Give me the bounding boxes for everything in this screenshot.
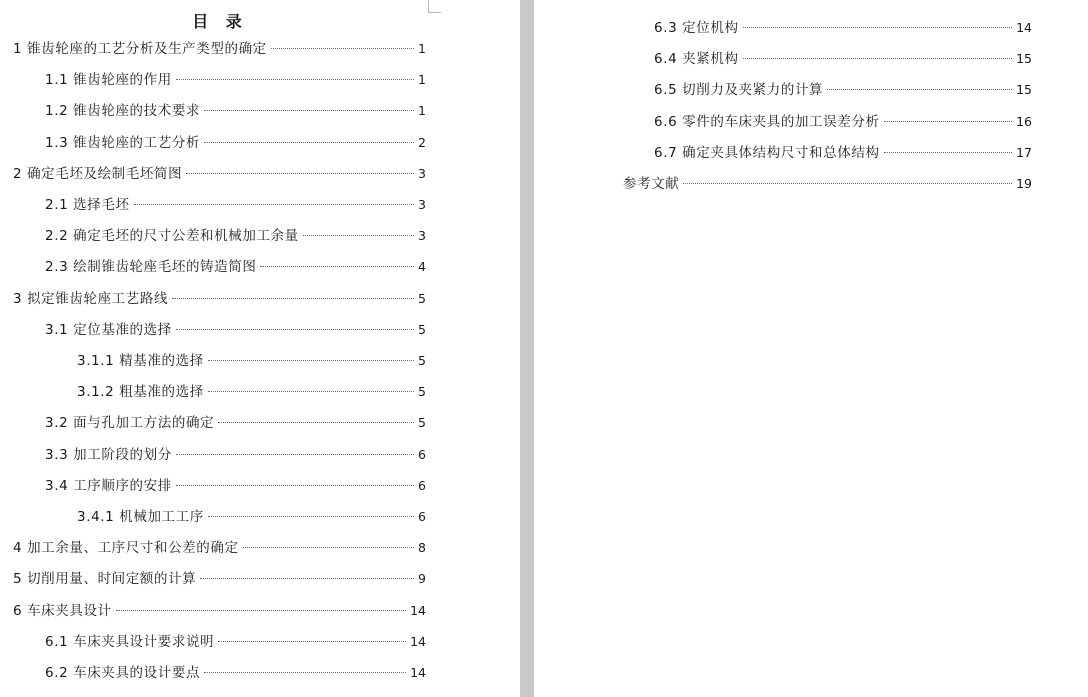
toc-entry[interactable]	[654, 49, 1032, 69]
toc-entry[interactable]	[654, 112, 1032, 132]
dot-leader	[884, 121, 1013, 122]
toc-entry-label: 3.4 工序顺序的安排	[45, 477, 172, 494]
dot-leader	[204, 142, 414, 143]
toc-entry-label: 3.1.2 粗基准的选择	[77, 384, 204, 401]
dot-leader	[116, 610, 406, 611]
toc-entry[interactable]	[45, 476, 426, 496]
dot-leader	[176, 329, 414, 330]
toc-title: 目 录	[192, 12, 248, 31]
toc-entry-page-number: 5	[418, 290, 426, 306]
toc-entry-label: 5 切削用量、时间定额的计算	[13, 571, 197, 588]
dot-leader	[176, 485, 414, 486]
dot-leader	[743, 27, 1013, 28]
toc-entry-label: 3 拟定锥齿轮座工艺路线	[13, 290, 169, 307]
toc-entry[interactable]	[13, 289, 426, 309]
toc-entry-label: 2.2 确定毛坯的尺寸公差和机械加工余量	[45, 228, 299, 245]
toc-entry-label: 6.2 车床夹具的设计要点	[45, 665, 201, 681]
toc-entry-page-number: 14	[410, 602, 426, 618]
toc-entry-page-number: 3	[418, 228, 426, 244]
dot-leader	[218, 422, 414, 423]
toc-entry[interactable]	[654, 18, 1032, 38]
dot-leader	[208, 391, 414, 392]
toc-entry-page-number: 15	[1016, 82, 1032, 98]
dot-leader	[176, 79, 414, 80]
dot-leader	[743, 58, 1013, 59]
toc-entry-page-number: 9	[418, 571, 426, 587]
toc-entry-page-number: 5	[418, 321, 426, 337]
toc-entry[interactable]	[45, 133, 426, 153]
dot-leader	[208, 360, 414, 361]
dot-leader	[884, 152, 1013, 153]
toc-entry[interactable]	[45, 413, 426, 433]
toc-entry-page-number: 15	[1016, 51, 1032, 67]
toc-entry-label: 2 确定毛坯及绘制毛坯简图	[13, 165, 183, 182]
page-gutter	[520, 0, 534, 697]
toc-entry-page-number: 6	[418, 509, 426, 524]
toc-entry-page-number: 5	[418, 384, 426, 400]
toc-entry-page-number: 5	[418, 415, 426, 431]
toc-entry-label: 6.7 确定夹具体结构尺寸和总体结构	[654, 144, 880, 161]
toc-entry[interactable]	[45, 101, 426, 121]
toc-entry-page-number: 2	[418, 134, 426, 150]
toc-entry-label: 1.3 锥齿轮座的工艺分析	[45, 134, 201, 151]
toc-entry[interactable]	[45, 257, 426, 277]
toc-entry-label: 3.2 面与孔加工方法的确定	[45, 415, 215, 432]
toc-entry-label: 3.1 定位基准的选择	[45, 321, 172, 338]
toc-entry-label: 6 车床夹具设计	[13, 602, 112, 619]
toc-entry[interactable]	[45, 632, 426, 652]
toc-entry-page-number: 8	[418, 540, 426, 556]
toc-entry-label: 3.3 加工阶段的划分	[45, 446, 172, 463]
toc-entry-page-number: 5	[418, 353, 426, 368]
toc-entry[interactable]	[45, 195, 426, 215]
page-left	[0, 0, 520, 697]
dot-leader	[134, 204, 414, 205]
toc-entry-label: 6.5 切削力及夹紧力的计算	[654, 82, 824, 99]
toc-entry-label: 1.1 锥齿轮座的作用	[45, 72, 172, 89]
toc-entry-label: 4 加工余量、工序尺寸和公差的确定	[13, 540, 239, 557]
toc-entry-label: 参考文献	[623, 176, 680, 192]
dot-leader	[827, 89, 1012, 90]
toc-entry-page-number: 19	[1016, 176, 1032, 191]
dot-leader	[303, 235, 414, 236]
toc-entry[interactable]	[45, 70, 426, 90]
dot-leader	[260, 266, 414, 267]
toc-entry-page-number: 6	[418, 446, 426, 462]
toc-entry-page-number: 14	[1016, 20, 1032, 35]
toc-entry[interactable]	[45, 663, 426, 683]
toc-entry-page-number: 14	[410, 633, 426, 649]
toc-entry[interactable]	[13, 164, 426, 184]
dot-leader	[218, 641, 406, 642]
toc-entry[interactable]	[77, 351, 426, 371]
toc-entry-page-number: 14	[410, 665, 426, 680]
toc-entry-label: 6.4 夹紧机构	[654, 51, 739, 68]
toc-entry[interactable]	[13, 39, 426, 59]
toc-entry[interactable]	[13, 569, 426, 589]
page-right	[534, 0, 1088, 697]
dot-leader	[176, 454, 414, 455]
dot-leader	[243, 547, 414, 548]
toc-entry-page-number: 17	[1016, 144, 1032, 160]
dot-leader	[172, 298, 414, 299]
toc-entry-label: 2.3 绘制锥齿轮座毛坯的铸造简图	[45, 259, 257, 276]
toc-entry[interactable]	[623, 174, 1032, 194]
toc-entry-label: 6.6 零件的车床夹具的加工误差分析	[654, 113, 880, 130]
toc-entry-page-number: 6	[418, 477, 426, 493]
dot-leader	[204, 672, 406, 673]
toc-entry-label: 2.1 选择毛坯	[45, 197, 130, 213]
toc-entry-label: 3.4.1 机械加工工序	[77, 509, 204, 525]
toc-entry-page-number: 3	[418, 165, 426, 181]
dot-leader	[186, 173, 414, 174]
dot-leader	[208, 516, 414, 517]
toc-entry-page-number: 1	[418, 72, 426, 88]
toc-entry[interactable]	[45, 445, 426, 465]
toc-entry[interactable]	[13, 538, 426, 558]
toc-entry-label: 3.1.1 精基准的选择	[77, 353, 204, 369]
toc-entry[interactable]	[13, 601, 426, 621]
dot-leader	[204, 110, 414, 111]
toc-entry[interactable]	[654, 143, 1032, 163]
toc-entry[interactable]	[45, 226, 426, 246]
dot-leader	[271, 48, 414, 49]
dot-leader	[683, 183, 1012, 184]
toc-entry-label: 1.2 锥齿轮座的技术要求	[45, 103, 201, 120]
toc-entry-page-number: 4	[418, 259, 426, 275]
toc-entry[interactable]	[654, 80, 1032, 100]
toc-entry-page-number: 1	[418, 103, 426, 119]
dot-leader	[200, 578, 414, 579]
toc-entry-page-number: 16	[1016, 113, 1032, 129]
toc-entry[interactable]	[77, 382, 426, 402]
toc-entry-page-number: 3	[418, 197, 426, 212]
toc-entry[interactable]	[77, 507, 426, 527]
toc-entry-label: 1 锥齿轮座的工艺分析及生产类型的确定	[13, 41, 267, 57]
toc-entry-label: 6.3 定位机构	[654, 20, 739, 36]
toc-entry[interactable]	[45, 320, 426, 340]
toc-entry-label: 6.1 车床夹具设计要求说明	[45, 633, 215, 650]
toc-entry-page-number: 1	[418, 41, 426, 56]
